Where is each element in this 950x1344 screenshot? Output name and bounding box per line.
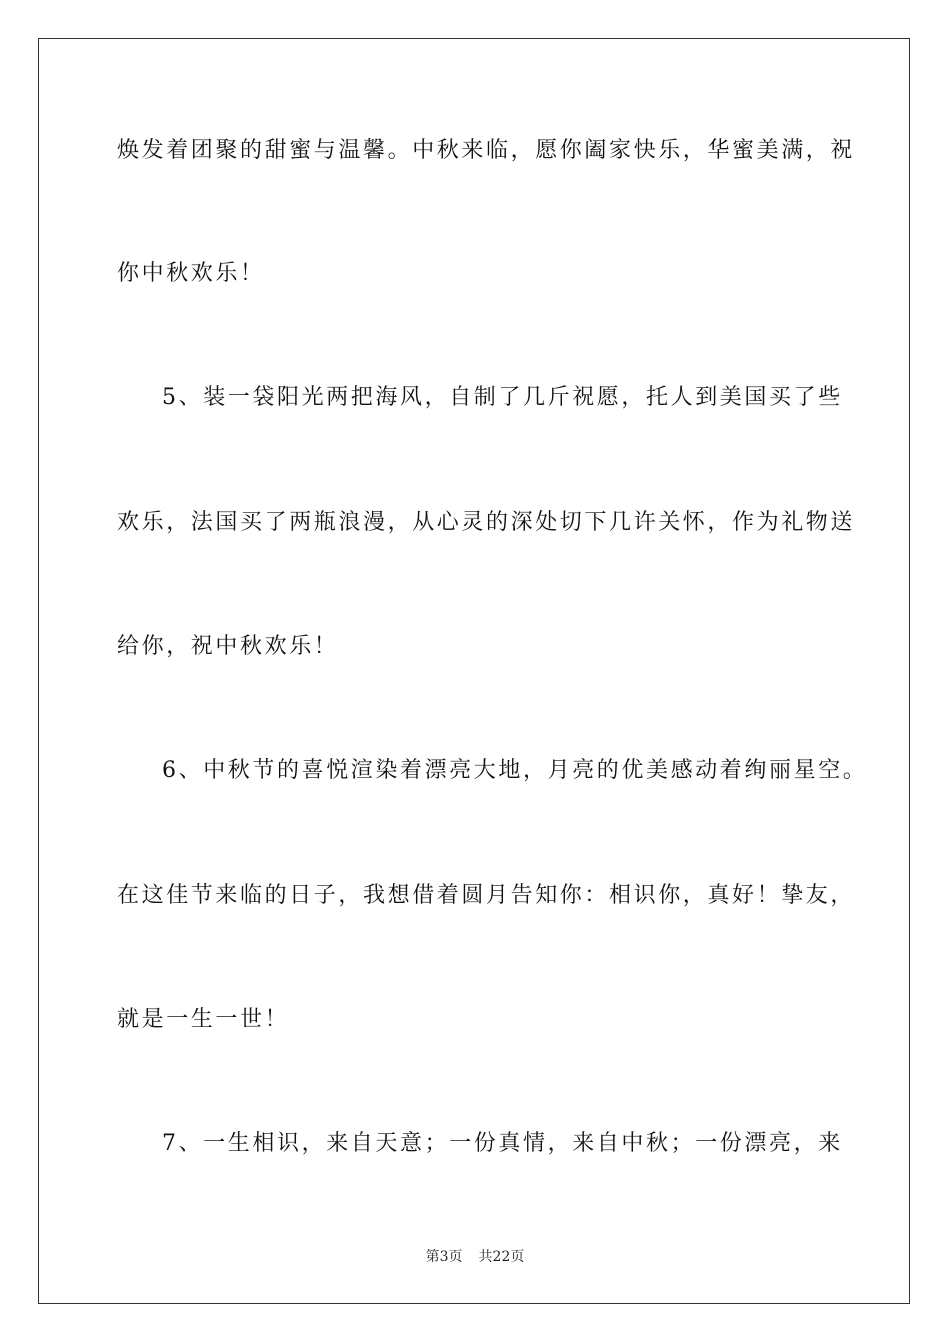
text-line-8: 就是一生一世！	[117, 1007, 290, 1032]
text-line-6: 6、中秋节的喜悦渲染着漂亮大地，月亮的优美感动着绚丽星空。	[162, 758, 868, 783]
page-border	[38, 38, 910, 1304]
text-line-9: 7、一生相识，来自天意；一份真情，来自中秋；一份漂亮，来	[162, 1131, 843, 1156]
text-line-7: 在这佳节来临的日子，我想借着圆月告知你：相识你，真好！挚友，	[117, 883, 856, 908]
text-line-4: 欢乐，法国买了两瓶浪漫，从心灵的深处切下几许关怀，作为礼物送	[117, 510, 856, 535]
page-footer	[0, 1246, 950, 1266]
text-line-3: 5、装一袋阳光两把海风，自制了几斤祝愿，托人到美国买了些	[162, 385, 843, 410]
text-line-5: 给你，祝中秋欢乐！	[117, 634, 339, 659]
text-line-2: 你中秋欢乐！	[117, 261, 265, 286]
page-total: 共22页	[478, 1249, 525, 1265]
text-line-1: 焕发着团聚的甜蜜与温馨。中秋来临，愿你阖家快乐，华蜜美满，祝	[117, 138, 856, 163]
page-number: 第3页	[425, 1249, 463, 1265]
